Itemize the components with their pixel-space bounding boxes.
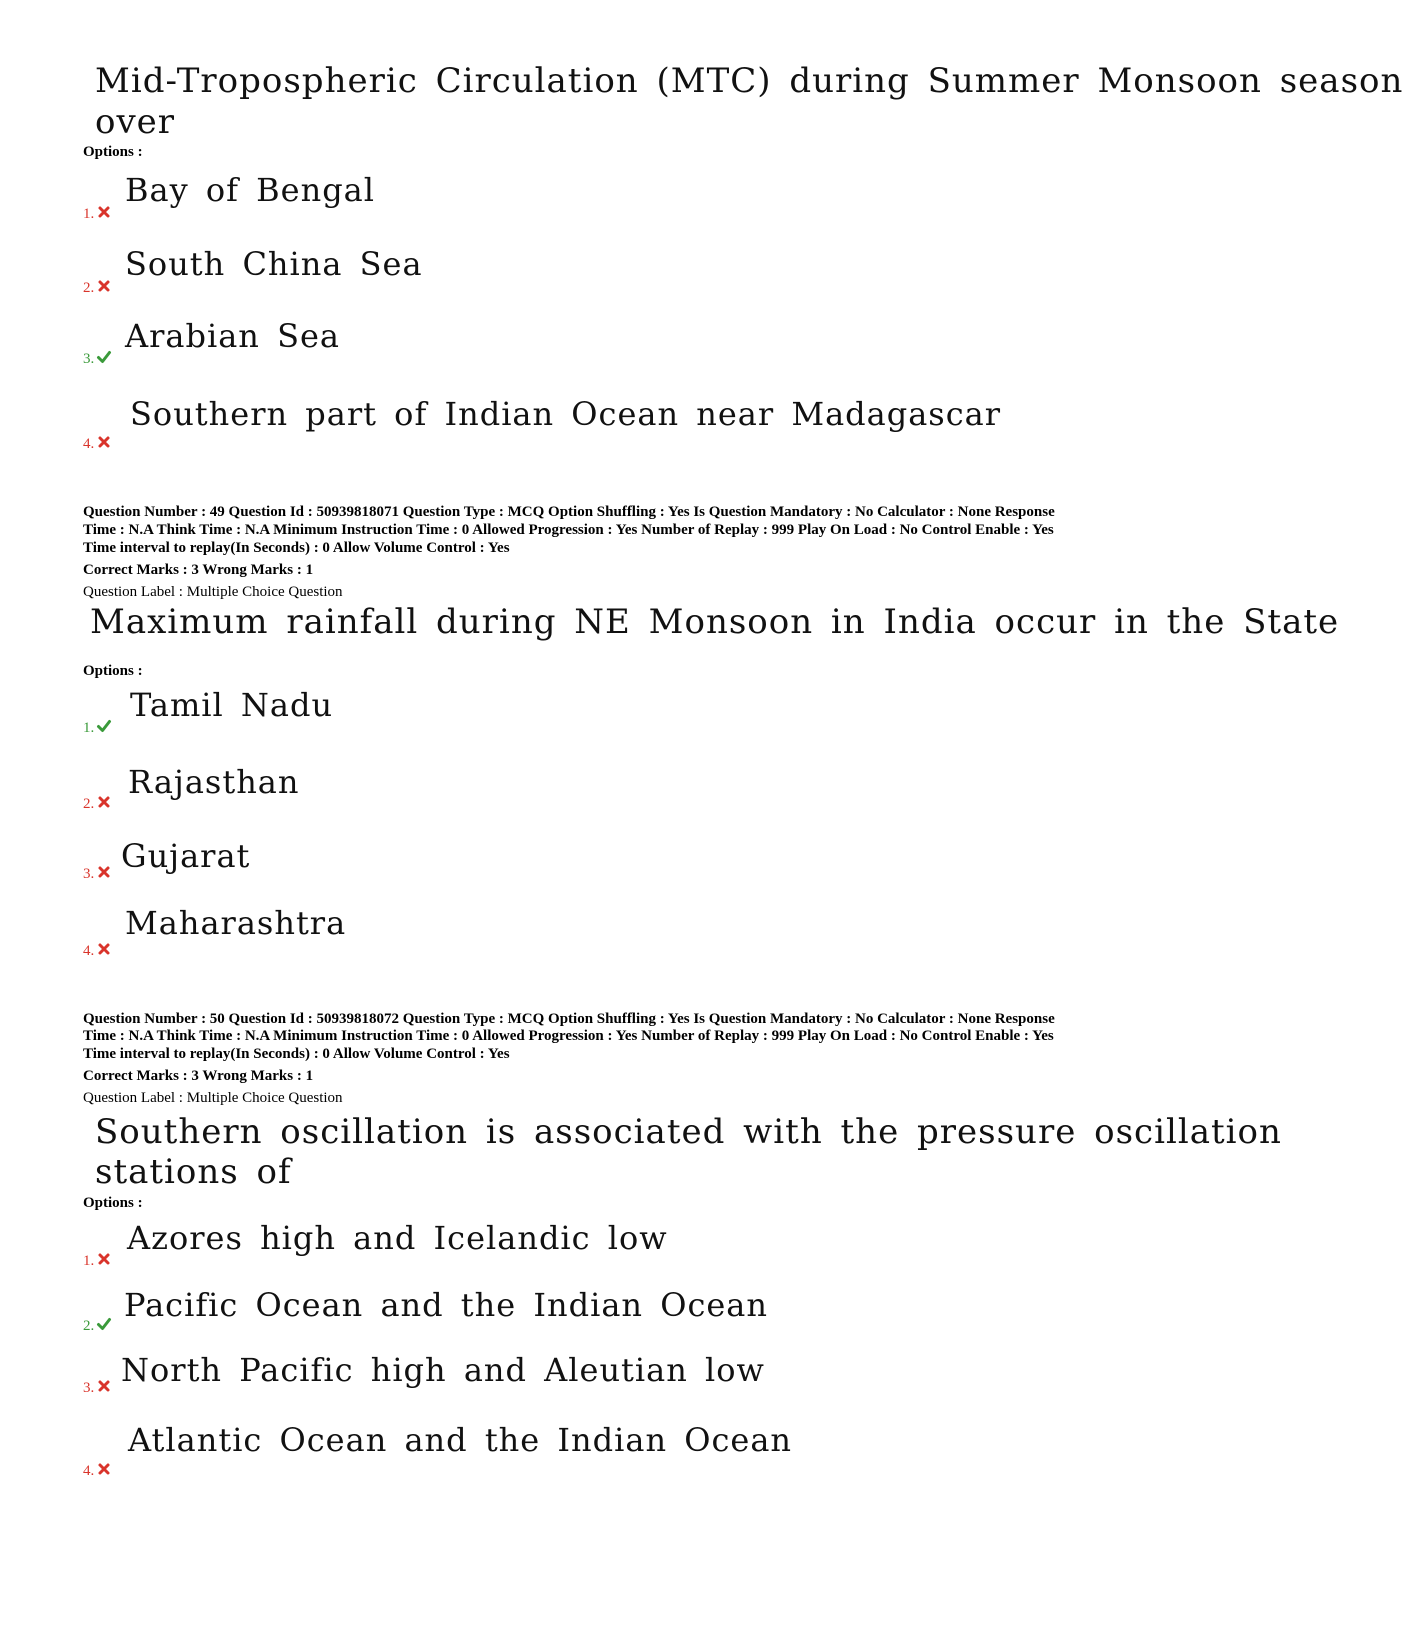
question-marks: Correct Marks : 3 Wrong Marks : 1: [83, 562, 314, 578]
question-meta: Question Number : 49 Question Id : 50939818071 Question Type : MCQ Option Shuffling : Yes Is Question Mandatory : No Calculator : None Response: [83, 504, 1055, 520]
question-text-line: Maximum rainfall during NE Monsoon in India occur in the State: [90, 602, 1340, 642]
question-text-line: Mid-Tropospheric Circulation (MTC) during Summer Monsoon season: [95, 61, 1403, 101]
wrong-mark-icon: [97, 1379, 111, 1393]
wrong-mark-icon: [97, 205, 111, 219]
option-number: 3.: [83, 865, 111, 883]
option-number: 4.: [83, 942, 111, 960]
check-mark-icon: [97, 350, 111, 364]
question-text-line: stations of: [95, 1152, 292, 1192]
check-mark-icon: [97, 719, 111, 733]
question-meta: Time interval to replay(In Seconds) : 0 Allow Volume Control : Yes: [83, 1046, 510, 1062]
option-number: 1.: [83, 1252, 111, 1270]
option-number: 2.: [83, 1317, 111, 1335]
option-number: 2.: [83, 279, 111, 297]
option-number: 4.: [83, 435, 111, 453]
question-meta: Time : N.A Think Time : N.A Minimum Instruction Time : 0 Allowed Progression : Yes Number of Replay : 999 Play On Load : No Control Enable : Yes: [83, 1028, 1054, 1044]
option-text: North Pacific high and Aleutian low: [121, 1351, 765, 1389]
option-number: 1.: [83, 205, 111, 223]
option-number: 1.: [83, 719, 111, 737]
option-text: Rajasthan: [128, 763, 300, 801]
wrong-mark-icon: [97, 942, 111, 956]
options-label: Options :: [83, 1195, 143, 1211]
option-text: Pacific Ocean and the Indian Ocean: [124, 1286, 768, 1324]
option-number: 3.: [83, 1379, 111, 1397]
question-text-line: Southern oscillation is associated with the pressure oscillation: [95, 1112, 1282, 1152]
option-text: Bay of Bengal: [125, 171, 375, 209]
wrong-mark-icon: [97, 1462, 111, 1476]
option-text: Maharashtra: [125, 904, 347, 942]
option-text: Gujarat: [121, 837, 251, 875]
question-meta: Question Number : 50 Question Id : 50939818072 Question Type : MCQ Option Shuffling : Yes Is Question Mandatory : No Calculator : None Response: [83, 1011, 1055, 1027]
options-label: Options :: [83, 663, 143, 679]
options-label: Options :: [83, 144, 143, 160]
option-text: Southern part of Indian Ocean near Madagascar: [130, 395, 1002, 433]
wrong-mark-icon: [97, 1252, 111, 1266]
check-mark-icon: [97, 1317, 111, 1331]
question-label: Question Label : Multiple Choice Question: [83, 1090, 343, 1106]
option-text: Arabian Sea: [125, 317, 340, 355]
option-text: Tamil Nadu: [130, 686, 334, 724]
question-marks: Correct Marks : 3 Wrong Marks : 1: [83, 1068, 314, 1084]
question-text-line: over: [95, 102, 176, 142]
question-meta: Time interval to replay(In Seconds) : 0 Allow Volume Control : Yes: [83, 540, 510, 556]
wrong-mark-icon: [97, 435, 111, 449]
option-text: South China Sea: [125, 245, 423, 283]
wrong-mark-icon: [97, 279, 111, 293]
option-text: Azores high and Icelandic low: [127, 1219, 668, 1257]
option-number: 2.: [83, 795, 111, 813]
option-text: Atlantic Ocean and the Indian Ocean: [128, 1421, 792, 1459]
option-number: 3.: [83, 350, 111, 368]
option-number: 4.: [83, 1462, 111, 1480]
wrong-mark-icon: [97, 865, 111, 879]
question-label: Question Label : Multiple Choice Question: [83, 584, 343, 600]
wrong-mark-icon: [97, 795, 111, 809]
question-meta: Time : N.A Think Time : N.A Minimum Instruction Time : 0 Allowed Progression : Yes Number of Replay : 999 Play On Load : No Control Enable : Yes: [83, 522, 1054, 538]
